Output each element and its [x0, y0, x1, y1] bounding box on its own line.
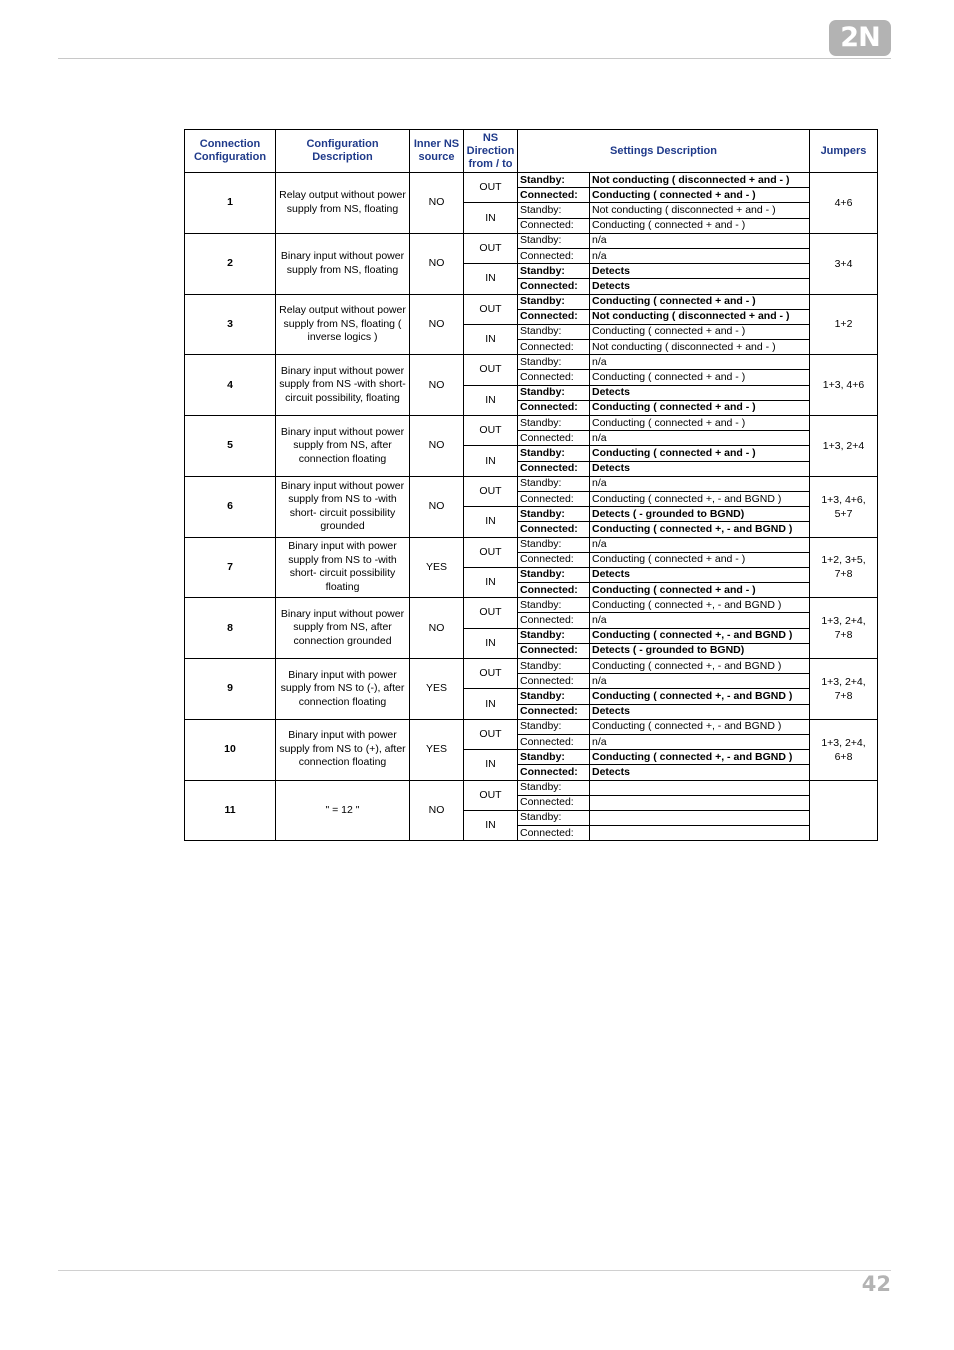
config-number: 5 [185, 416, 276, 477]
direction-out: OUT [464, 598, 518, 628]
direction-in: IN [464, 567, 518, 597]
direction-in: IN [464, 689, 518, 719]
setting-label: Connected: [518, 370, 590, 385]
config-number: 9 [185, 659, 276, 720]
config-description: Binary input without power supply from NS to -with short- circuit possibility grounded [276, 476, 410, 537]
direction-out: OUT [464, 233, 518, 263]
setting-value: n/a [590, 476, 810, 491]
direction-out: OUT [464, 173, 518, 203]
header-inner-ns-source: Inner NS source [410, 130, 464, 173]
header-configuration-description: Configuration Description [276, 130, 410, 173]
setting-label: Standby: [518, 203, 590, 218]
setting-label: Connected: [518, 340, 590, 355]
inner-ns-source: NO [410, 294, 464, 355]
setting-label: Connected: [518, 400, 590, 415]
table-row [185, 780, 878, 795]
config-description: Binary input with power supply from NS to (+), after connection floating [276, 719, 410, 780]
direction-in: IN [464, 264, 518, 294]
setting-value: n/a [590, 674, 810, 689]
setting-label: Standby: [518, 780, 590, 795]
setting-value: n/a [590, 233, 810, 248]
setting-label: Standby: [518, 385, 590, 400]
setting-label: Standby: [518, 324, 590, 339]
jumpers: 1+2 [810, 294, 878, 355]
table-row [185, 355, 878, 370]
setting-value: Detects [590, 704, 810, 719]
setting-label: Connected: [518, 309, 590, 324]
setting-value: Not conducting ( disconnected + and - ) [590, 340, 810, 355]
direction-in: IN [464, 810, 518, 840]
config-description: Binary input without power supply from NS, floating [276, 233, 410, 294]
jumpers: 4+6 [810, 173, 878, 234]
config-description: Relay output without power supply from NS, floating [276, 173, 410, 234]
setting-value: Detects [590, 264, 810, 279]
setting-label: Standby: [518, 659, 590, 674]
config-description: Binary input without power supply from NS, after connection floating [276, 416, 410, 477]
setting-label: Connected: [518, 188, 590, 203]
config-description: Binary input without power supply from NS -with short- circuit possibility, floating [276, 355, 410, 416]
setting-value: Conducting ( connected +, - and BGND ) [590, 522, 810, 537]
direction-out: OUT [464, 537, 518, 567]
setting-label: Standby: [518, 689, 590, 704]
config-number: 7 [185, 537, 276, 598]
header-settings-description: Settings Description [518, 130, 810, 173]
config-number: 10 [185, 719, 276, 780]
header-ns-direction: NS Direction from / to [464, 130, 518, 173]
setting-label: Connected: [518, 218, 590, 233]
direction-out: OUT [464, 416, 518, 446]
setting-value: Conducting ( connected + and - ) [590, 294, 810, 309]
direction-out: OUT [464, 719, 518, 749]
direction-in: IN [464, 507, 518, 537]
jumpers: 1+3, 2+4 [810, 416, 878, 477]
setting-value: Detects [590, 765, 810, 780]
setting-label: Connected: [518, 795, 590, 810]
table-row [185, 476, 878, 491]
configuration-table [184, 129, 878, 841]
setting-label: Connected: [518, 643, 590, 658]
setting-value: Detects [590, 279, 810, 294]
setting-label: Connected: [518, 583, 590, 598]
setting-value: Conducting ( connected +, - and BGND ) [590, 750, 810, 765]
setting-label: Standby: [518, 294, 590, 309]
config-number: 6 [185, 476, 276, 537]
table-row [185, 537, 878, 552]
setting-value [590, 826, 810, 841]
jumpers: 1+2, 3+5, 7+8 [810, 537, 878, 598]
setting-label: Standby: [518, 750, 590, 765]
setting-label: Standby: [518, 233, 590, 248]
setting-label: Standby: [518, 507, 590, 522]
setting-label: Connected: [518, 522, 590, 537]
inner-ns-source: NO [410, 476, 464, 537]
setting-value: n/a [590, 537, 810, 552]
setting-value: Detects ( - grounded to BGND) [590, 507, 810, 522]
config-description: Binary input without power supply from NS, after connection grounded [276, 598, 410, 659]
footer-divider [58, 1270, 891, 1271]
table-row [185, 233, 878, 248]
setting-value: Conducting ( connected + and - ) [590, 324, 810, 339]
setting-label: Connected: [518, 734, 590, 749]
setting-label: Standby: [518, 719, 590, 734]
setting-value [590, 795, 810, 810]
setting-value: Conducting ( connected + and - ) [590, 583, 810, 598]
setting-value: Conducting ( connected +, - and BGND ) [590, 659, 810, 674]
direction-out: OUT [464, 355, 518, 385]
inner-ns-source: YES [410, 719, 464, 780]
direction-in: IN [464, 203, 518, 233]
config-description: Binary input with power supply from NS to (-), after connection floating [276, 659, 410, 720]
setting-value: Conducting ( connected +, - and BGND ) [590, 719, 810, 734]
setting-value: Detects [590, 385, 810, 400]
direction-out: OUT [464, 476, 518, 506]
setting-label: Standby: [518, 476, 590, 491]
page-number: 42 [861, 1272, 891, 1296]
direction-in: IN [464, 324, 518, 354]
setting-value: Detects [590, 567, 810, 582]
direction-in: IN [464, 750, 518, 780]
setting-value [590, 810, 810, 825]
setting-label: Standby: [518, 416, 590, 431]
inner-ns-source: NO [410, 780, 464, 841]
config-number: 4 [185, 355, 276, 416]
direction-out: OUT [464, 659, 518, 689]
header-jumpers: Jumpers [810, 130, 878, 173]
setting-value: n/a [590, 613, 810, 628]
setting-value: n/a [590, 734, 810, 749]
setting-label: Connected: [518, 704, 590, 719]
direction-out: OUT [464, 780, 518, 810]
setting-value: Conducting ( connected +, - and BGND ) [590, 598, 810, 613]
config-description: Binary input with power supply from NS to -with short- circuit possibility floating [276, 537, 410, 598]
setting-value: Conducting ( connected +, - and BGND ) [590, 491, 810, 506]
jumpers: 1+3, 4+6, 5+7 [810, 476, 878, 537]
setting-label: Connected: [518, 248, 590, 263]
table-row [185, 598, 878, 613]
inner-ns-source: NO [410, 355, 464, 416]
setting-label: Standby: [518, 628, 590, 643]
setting-value: Not conducting ( disconnected + and - ) [590, 309, 810, 324]
config-description: " = 12 " [276, 780, 410, 841]
config-number: 8 [185, 598, 276, 659]
setting-value: n/a [590, 248, 810, 263]
setting-value: Detects [590, 461, 810, 476]
setting-label: Connected: [518, 552, 590, 567]
jumpers: 1+3, 2+4, 7+8 [810, 598, 878, 659]
jumpers: 1+3, 2+4, 6+8 [810, 719, 878, 780]
inner-ns-source: NO [410, 173, 464, 234]
direction-out: OUT [464, 294, 518, 324]
direction-in: IN [464, 628, 518, 658]
setting-label: Standby: [518, 598, 590, 613]
setting-value: Conducting ( connected + and - ) [590, 400, 810, 415]
table-header-row [185, 130, 878, 173]
config-number: 1 [185, 173, 276, 234]
direction-in: IN [464, 446, 518, 476]
setting-value: Conducting ( connected + and - ) [590, 416, 810, 431]
setting-value: Conducting ( connected + and - ) [590, 370, 810, 385]
setting-label: Connected: [518, 491, 590, 506]
config-description: Relay output without power supply from NS, floating ( inverse logics ) [276, 294, 410, 355]
setting-label: Standby: [518, 537, 590, 552]
setting-value: Detects ( - grounded to BGND) [590, 643, 810, 658]
jumpers: 3+4 [810, 233, 878, 294]
setting-label: Standby: [518, 173, 590, 188]
setting-label: Standby: [518, 264, 590, 279]
setting-label: Connected: [518, 431, 590, 446]
inner-ns-source: NO [410, 598, 464, 659]
setting-label: Standby: [518, 567, 590, 582]
config-number: 11 [185, 780, 276, 841]
setting-value: Conducting ( connected + and - ) [590, 218, 810, 233]
jumpers [810, 780, 878, 841]
setting-value: Not conducting ( disconnected + and - ) [590, 203, 810, 218]
inner-ns-source: YES [410, 659, 464, 720]
setting-label: Connected: [518, 279, 590, 294]
jumpers: 1+3, 2+4, 7+8 [810, 659, 878, 720]
setting-label: Connected: [518, 826, 590, 841]
direction-in: IN [464, 385, 518, 415]
inner-ns-source: YES [410, 537, 464, 598]
brand-logo: 2N [829, 20, 891, 56]
table-row [185, 659, 878, 674]
config-number: 3 [185, 294, 276, 355]
table-row [185, 173, 878, 188]
setting-label: Connected: [518, 765, 590, 780]
setting-label: Connected: [518, 461, 590, 476]
setting-label: Connected: [518, 674, 590, 689]
inner-ns-source: NO [410, 416, 464, 477]
setting-value: n/a [590, 431, 810, 446]
header-divider [58, 58, 891, 59]
config-number: 2 [185, 233, 276, 294]
setting-value: Conducting ( connected + and - ) [590, 188, 810, 203]
table-body [185, 173, 878, 841]
setting-value [590, 780, 810, 795]
setting-label: Standby: [518, 810, 590, 825]
setting-value: Conducting ( connected + and - ) [590, 552, 810, 567]
setting-value: Conducting ( connected + and - ) [590, 446, 810, 461]
table-row [185, 416, 878, 431]
header-connection-configuration: Connection Configuration [185, 130, 276, 173]
jumpers: 1+3, 4+6 [810, 355, 878, 416]
setting-label: Connected: [518, 613, 590, 628]
table-row [185, 294, 878, 309]
setting-value: Conducting ( connected +, - and BGND ) [590, 628, 810, 643]
setting-label: Standby: [518, 446, 590, 461]
setting-value: Not conducting ( disconnected + and - ) [590, 173, 810, 188]
setting-value: n/a [590, 355, 810, 370]
inner-ns-source: NO [410, 233, 464, 294]
table-row [185, 719, 878, 734]
setting-label: Standby: [518, 355, 590, 370]
setting-value: Conducting ( connected +, - and BGND ) [590, 689, 810, 704]
